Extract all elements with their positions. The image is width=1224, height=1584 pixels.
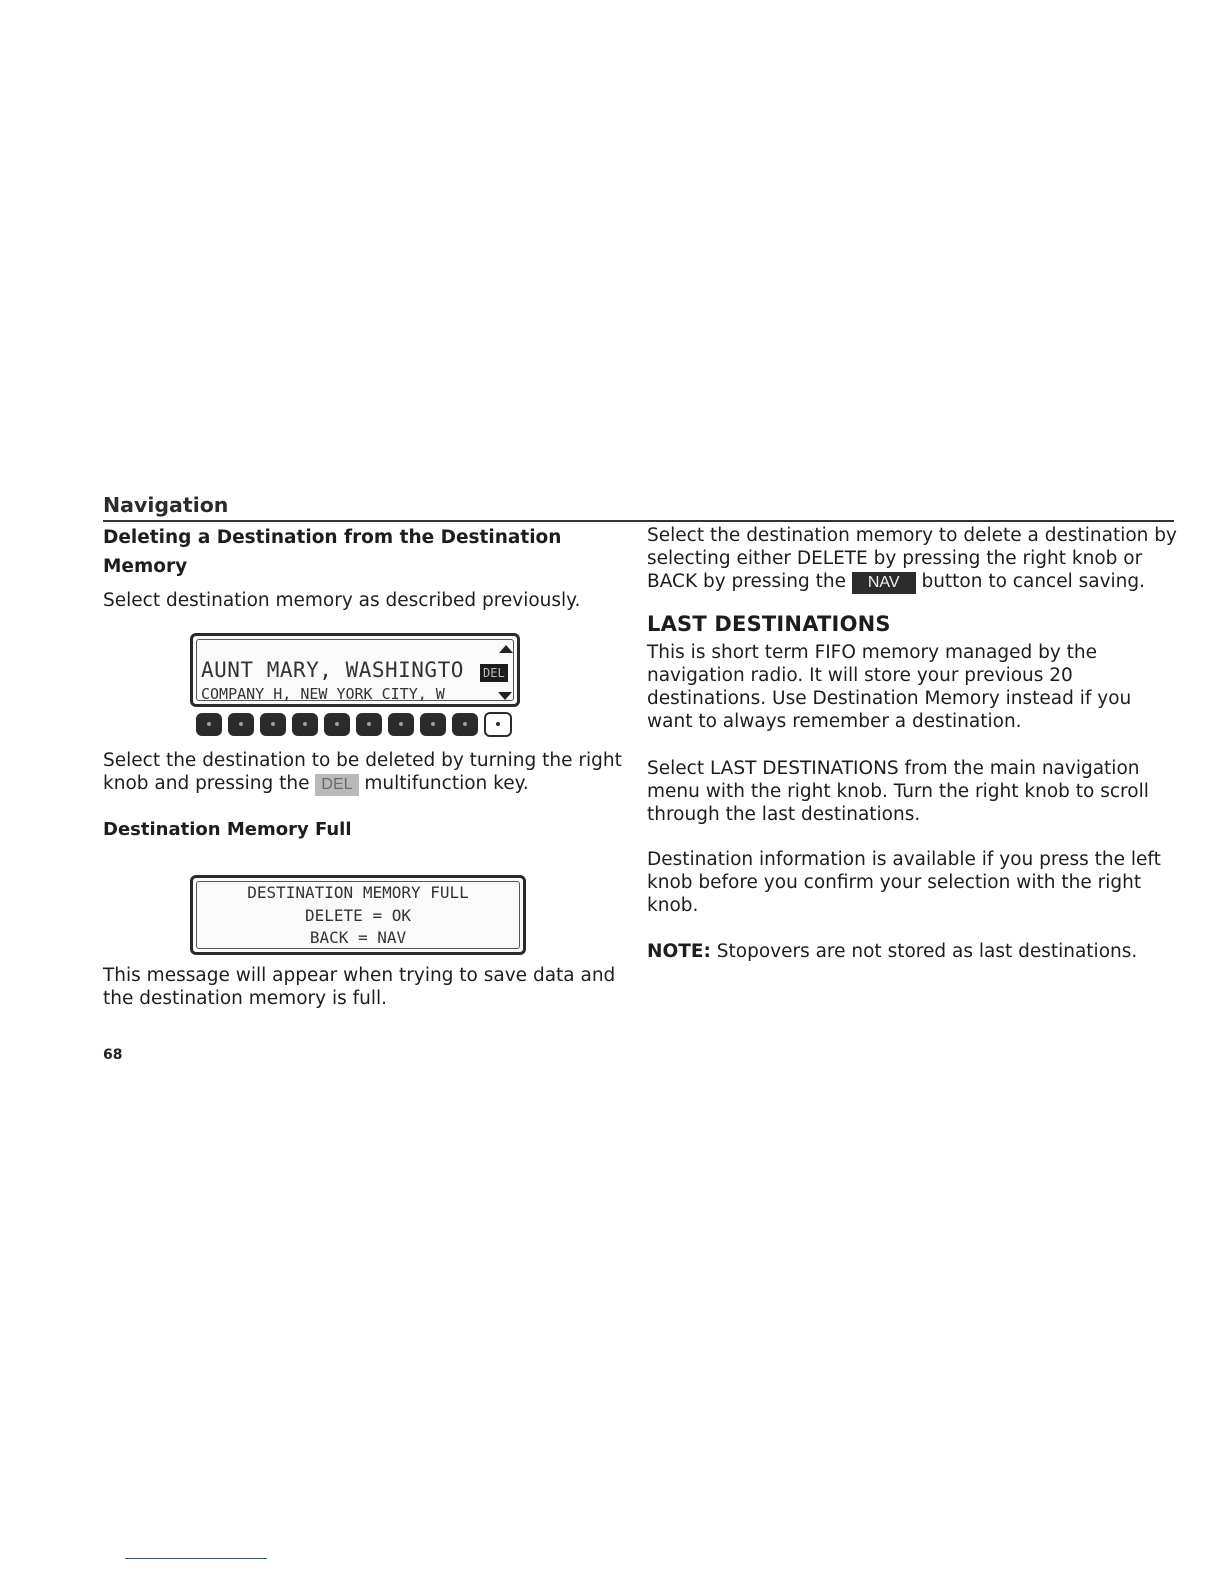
delete-text-before: Select the destination memory to delete a destination by selecting either DELETE by pressing the right knob or BACK by pressing the <box>647 525 1177 592</box>
lcd2-line-1: DESTINATION MEMORY FULL <box>247 883 469 902</box>
delete-text-after: button to cancel saving. <box>915 571 1146 592</box>
lcd-display-memory-full <box>190 875 526 955</box>
lcd-line-2: COMPANY H, NEW YORK CITY, W <box>201 685 445 703</box>
softkey-5-icon <box>324 713 350 736</box>
scroll-down-arrow-icon <box>498 692 512 700</box>
last-destinations-select: Select LAST DESTINATIONS from the main navigation menu with the right knob. Turn the right knob to scroll through the last destinations. <box>647 758 1149 825</box>
softkey-9-icon <box>452 713 478 736</box>
softkey-7-icon <box>388 713 414 736</box>
scroll-up-arrow-icon <box>499 645 513 653</box>
softkey-row <box>196 713 516 736</box>
lcd2-line-2: DELETE = OK <box>305 906 411 925</box>
heading-last-destinations: LAST DESTINATIONS <box>647 612 891 636</box>
heading-memory-full: Destination Memory Full <box>103 819 352 840</box>
softkey-1-icon <box>196 713 222 736</box>
del-key-chip: DEL <box>315 774 358 796</box>
lcd-del-key-label: DEL <box>480 664 508 682</box>
lcd-display-destination-list <box>190 633 520 707</box>
note-text: Stopovers are not stored as last destinations. <box>710 941 1138 962</box>
lcd2-line-3: BACK = NAV <box>309 928 407 947</box>
note-paragraph <box>647 940 1177 963</box>
section-title: Navigation <box>103 493 229 517</box>
heading-deleting-destination: Deleting a Destination from the Destination Memory <box>103 527 562 577</box>
header-rule <box>103 520 1174 522</box>
delete-selection-paragraph <box>647 524 1177 594</box>
destination-info-paragraph: Destination information is available if you press the left knob before you confirm your selection with the right knob. <box>647 849 1161 916</box>
lcd-line-1: AUNT MARY, WASHINGTO <box>201 658 464 682</box>
select-delete-paragraph <box>103 749 633 796</box>
select-text-before: Select the destination to be deleted by turning the right knob and pressing the <box>103 750 622 794</box>
select-text-after: multifunction key. <box>358 773 529 794</box>
softkey-10-outline-icon <box>484 712 512 737</box>
softkey-6-icon <box>356 713 382 736</box>
softkey-3-icon <box>260 713 286 736</box>
note-label: NOTE: <box>647 941 711 962</box>
page-number: 68 <box>103 1047 123 1063</box>
last-destinations-intro: This is short term FIFO memory managed by the navigation radio. It will store your previous 20 destinations. Use Destination Memory instead if you want to always remember a destination. <box>647 642 1132 732</box>
intro-paragraph: Select destination memory as described previously. <box>103 590 581 611</box>
nav-key-chip: NAV <box>852 572 916 594</box>
softkey-4-icon <box>292 713 318 736</box>
softkey-8-icon <box>420 713 446 736</box>
memory-full-paragraph: This message will appear when trying to save data and the destination memory is full. <box>103 965 616 1009</box>
softkey-2-icon <box>228 713 254 736</box>
footer-line <box>125 1558 267 1559</box>
